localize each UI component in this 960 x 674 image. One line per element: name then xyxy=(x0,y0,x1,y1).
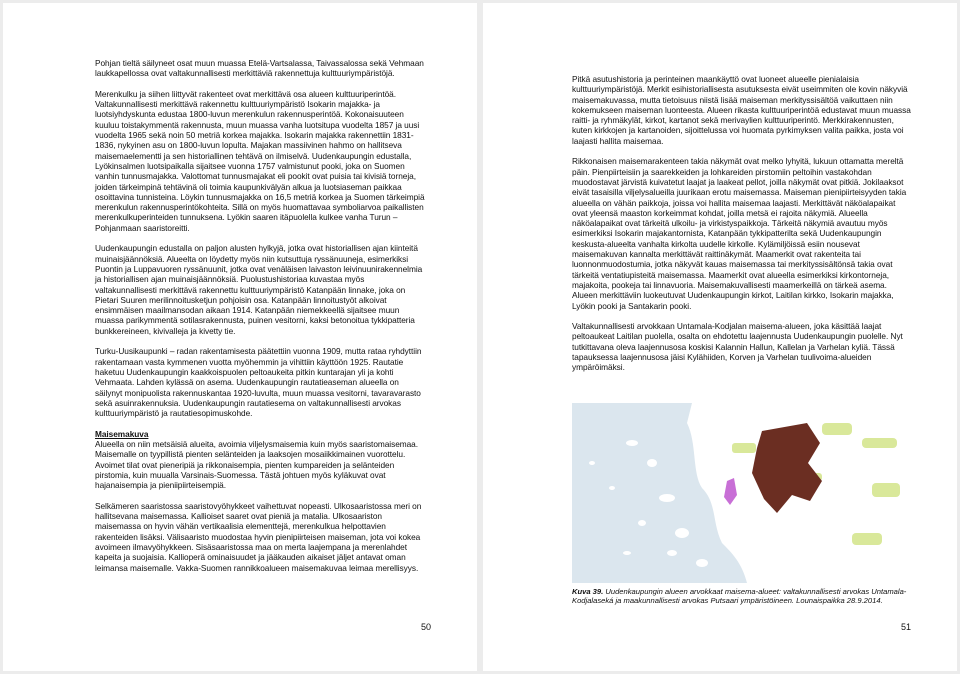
paragraph: Uudenkaupungin edustalla on paljon alusten hylkyjä, jotka ovat historiallisen ajan kiinteitä muinaisjäännöksiä. Alueelta on löydetty myös niin kutsuttuja ryssänuuneja, esimerkiksi Puontin ja Luppavuoren ryssänuunit, jotka ovat venäläisen laivaston leivinuunirakennelmia ja historiallisen ajan muinaisjäännöksiä. Puolustushistoriaa kuvastaa myös valtakunnallisesti merkittävä rakennettu kulttuuriympäristö Katanpään linnake, joka on Pietari Suuren merilinnoitusketjun pohjoisin osa. Katanpään linnoitustyöt alkoivat ensimmäisen maailmansodan aikaan 1914. Katanpään niemekkeellä sijaitsee muun muassa parikymmentä sotilasrakennusta, puinen vesitorni, kaksi betonoitua tykkipatteria bunkkereineen, kivivalleja ja kivetty tie. xyxy=(95,243,423,336)
paragraph: Pitkä asutushistoria ja perinteinen maankäyttö ovat luoneet alueelle pienialaisia kulttuuriympäristöjä. Merkit esihistoriallisesta asutuksesta eivät useimmiten ole kovin näkyviä maisemakuvassa, mutta tietoisuus niistä lisää maiseman merkityssisältöä vaikuttaen niin kokemukseen maiseman luonteesta. Alueen rikasta kulttuuriperintöä edustavat muun muassa raitti- ja ryhmäkylät, kirkot, kartanot sekä merivaylien kulttuuriperintö. Merkkirakennusten, kuten kirkkojen ja kartanoiden, sijoittelussa voi huomata pyrkimyksen valita paikka, josta voi laajasti hallita maisemaa. xyxy=(572,74,911,146)
landscape-area-map xyxy=(572,403,913,583)
map-drawing xyxy=(572,403,913,583)
caption-label: Kuva 39. xyxy=(572,587,604,596)
left-text-column xyxy=(95,58,428,583)
paragraph: Pohjan tieltä säilyneet osat muun muassa Etelä-Vartsalassa, Taivassalossa sekä Vehmaan laukkapellossa ovat valtakunnallisesti merkittäviä rakennettuja kulttuuriympäristöjä. xyxy=(95,58,424,79)
figure-caption xyxy=(572,587,913,606)
paragraph: Alueella on niin metsäisiä alueita, avoimia viljelysmaisemia kuin myös saaristomaisemaa. Maisemalle on tyypillistä pienten selänteiden ja laaksojen mosaiikkimainen vuorottelu. Avoimet tilat ovat pieneripiä ja rikkonaisempia, pienten kumpareiden ja selänteiden pirstomia, kuin muualla Varsinais-Suomessa. Tästä johtuen myös kyläkuvat ovat hajanaisempia ja pieniipiirteisempiä. xyxy=(95,438,419,491)
paragraph: Selkämeren saaristossa saaristovyöhykkeet vaihettuvat nopeasti. Ulkosaaristossa meri on hallitsevana maisemassa. Kallioiset saaret ovat pieniä ja matalia. Ulkosaariston maisemassa on hyvin vähän vertikaalisia elementtejä, merenkulkua helpottavien rakenteiden lisäksi. Välisaaristo muodostaa hyvin pienipiirteisen maiseman, jota voi kokea avoimeen ilmavyöhykkeen. Sisäsaaristossa maa on merta laajempana ja merenlahdet kapeita ja suojaisia. Kallioperä ominaisuudet ja jääkauden aikaiset jäljet antavat oman leimansa maisemalle. Vakka-Suomen rannikkoalueen maisemakuvaa leimaa merellisyys. xyxy=(95,500,422,573)
paragraph: Turku-Uusikaupunki – radan rakentamisesta päätettiin vuonna 1909, mutta rataa ryhdyttiin rakentamaan vasta kymmenen vuotta myöhemmin ja vihittiin käyttöön 1925. Rautatie haketuu Uudenkaupungin kaakkoispuolen peltoaukeita pitkin kuntarajan yli ja kohti Vehmaata. Lahden kylässä on asema. Uudenkaupungin rautatieaseman alueella on säilynyt monipuolista rakennuskantaa 1920-luvulta, muun muassa vesitorni, tavaravarasto sekä asuinrakennuksia. Uudenkaupungin rautatiesema on valtakunnallisesti arvokas kulttuuriympäristö ja rautatiesopimuskohde. xyxy=(95,346,422,419)
page-number: 50 xyxy=(421,622,432,632)
page-number: 51 xyxy=(901,622,912,632)
paragraph: Merenkulku ja siihen liittyvät rakenteet ovat merkittävä osa alueen kulttuuriperintöä. Valtakunnallisesti merkittävä rakennettu kulttuuriympäristö Isokarin majakka- ja luotsiyhdyskunta edustaa 1800-luvun merenkulun rakennusperintöä. Kokonaisuuteen kuuluu toistakymmentä rakennusta, muun muassa vanha luotsitupa vuodelta 1857 ja uusi vuodelta 1965 sekä noin 50 metriä korkea majakka. Isokarin majakka rakennettiin 1831-1836, nykyinen asu on 1800-luvun lopulta. Majakan massiivinen hahmo on hallitseva maisemaelementti ja sen historiallinen tehtävä on ilmiselvä. Uudenkaupungin edustalla, Lyökinsalmen luotsipaikalla sijaitsee vuonna 1757 valmistunut pooki, joka on Suomen vanhin tunnusmajakka. Valottomat tunnusmajakat eli pookit ovat puisia tai kivisiä torneja, joiden tärkeimpinä tehtävinä oli toimia kaupunkivälyän alkua ja luotsiaseman paikkaa osoittavina tunnisteina. Löykin tunnusmajakka on 16,5 metriä korkea ja Suomen tärkeimpiä merenkulun rakennusperintökohteita. Sillä on myös huomattavaa symboliarvoa paikallisten merenkulkuperinteiden tunnuksena. Lyökin saaren itäpuolella kulkee vanha Turun – Pohjanmaan saaristoreitti. xyxy=(95,88,425,233)
paragraph: Valtakunnallisesti arvokkaan Untamala-Kodjalan maisema-alueen, joka käsittää laajat peltoaukeat Laitilan puolella, osalta on ehdotettu laajennusta Uudenkaupungin puolelle. Nyt tutkittavana oleva laajennusosa koskisi Kalannin Hallun, Kallelan ja Varhelan kyliä. Tässä tapauksessa laajennusosa jäisi Kylähiiden, Korven ja Varhelan tuulivoima-alueiden ympäröimäksi. xyxy=(572,321,903,373)
caption-text: Uudenkaupungin alueen arvokkaat maisema-alueet: valtakunnallisesti arvokas Untamala-Kodjalaseká ja maakunnallisesti arvokas Putsaari ympäristöineen. Lounaispaikka 28.9.2014. xyxy=(572,587,907,606)
section-heading: Maisemakuva xyxy=(95,428,149,439)
left-page xyxy=(3,3,477,671)
paragraph: Rikkonaisen maisemarakenteen takia näkymät ovat melko lyhyitä, lukuun ottamatta mereltä päin. Pienpiirteisiin ja saarekkeiden ja lohkareiden pirstomiin peltoihin vastakohdan muodostavat järvistä kuivatetut laajat ja laakeat pellot, joilla näkymät ovat pitkiä. Jokilaaksot eivät tasaisilla viljelysalueilla juurikaan erotu maisemassa. Maiseman pienipiirteisyyden takia alueella on vähän paikkoja, joissa voi hallita maisemaa laajasti. Merkittävät näköalapaikat ovat yleensä maaston korkeimmat kohdat, joilla metsä ei rajoita näkymiä. Alueella näköalapaikat ovat tärkeitä ulkoilu- ja virkistyspaikkoja. Tärkeitä näkymiä avautuu myös esimerkiksi Isokarin majakantornista, Katanpään tykkipatterilta sekä Uudenkaupungin keskusta-alueelta vanhalta kirkolta uudelle kirkolle. Kylämiljöissä esiin nousevat maisemakuvan kannalta merkittävät raittinäkymät. Maamerkit ovat rakenteita tai luonnonmuodostumia, jotka näkyvät kauas maisemassa tai merkityssisältönsä takia ovat tärkeitä ventatiupisteitä maisemassa. Maamerkit ovat alueella esimerkiksi kirkontorneja, majakoita, pookeja tai linnavuoria. Maisemakuvallisesti maamerkeillä on tärkeä asema. Alueen merkittäviin luokeutuvat Uudenkaupungin kirkot, Laitilan kirkko, Isokarin majakka, Lyökin pooki ja Santakarin pooki. xyxy=(572,156,907,311)
right-text-column xyxy=(572,74,912,383)
right-page xyxy=(483,3,957,671)
